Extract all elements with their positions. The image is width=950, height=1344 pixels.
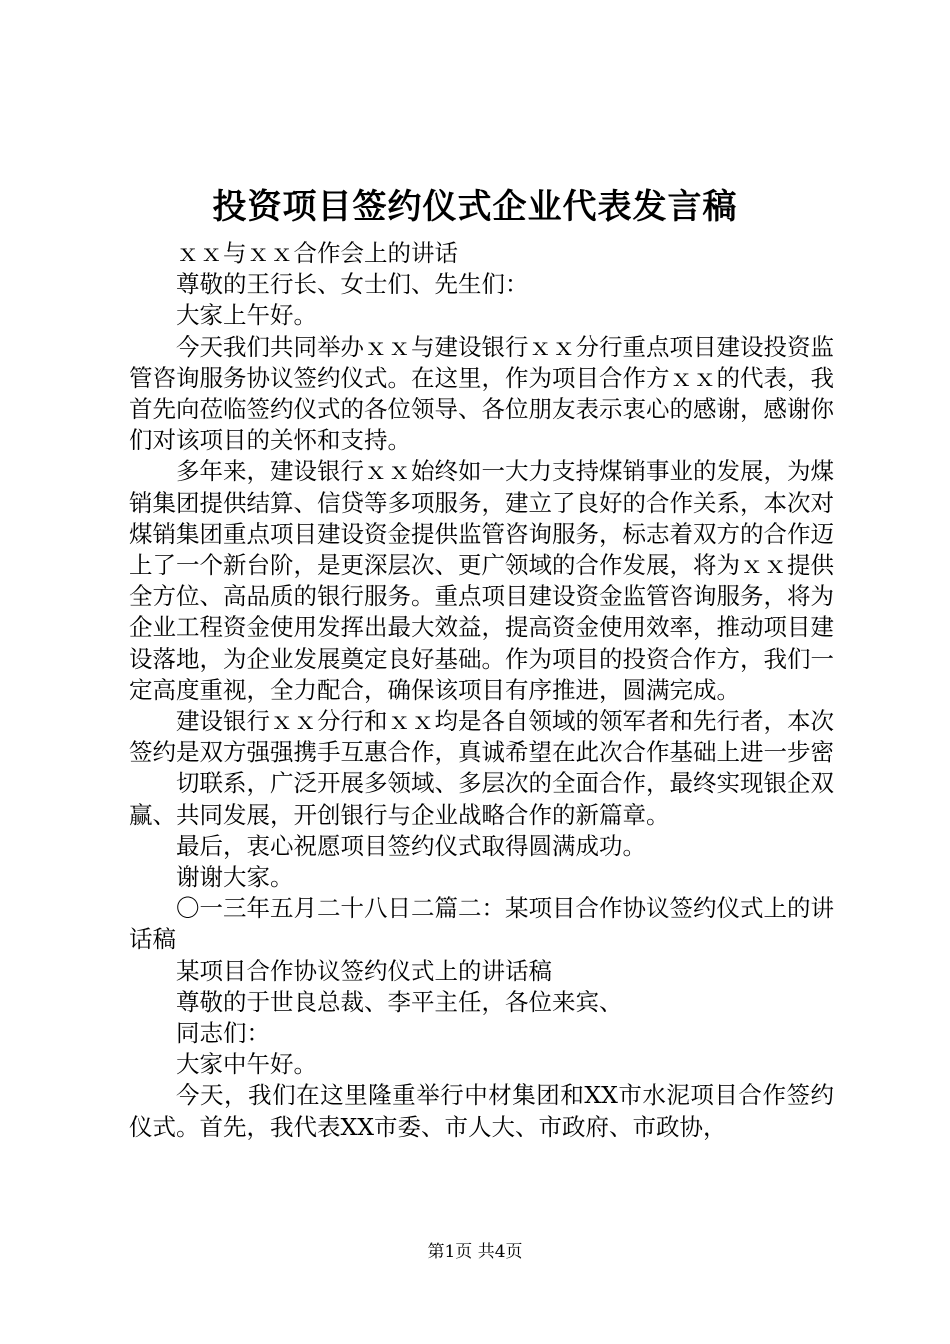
- paragraph: 大家中午好。: [176, 1050, 317, 1079]
- paragraph: 最后，衷心祝愿项目签约仪式取得圆满成功。: [176, 831, 646, 860]
- document-body: [129, 238, 834, 1143]
- paragraph: 今天，我们在这里隆重举行中材集团和XX市水泥项目合作签约仪式。首先，我代表XX市委、市人大、市政府、市政协，: [129, 1081, 834, 1141]
- paragraph: 同志们：: [176, 1019, 270, 1048]
- paragraph: 尊敬的王行长、女士们、先生们：: [176, 270, 529, 299]
- paragraph: 大家上午好。: [176, 301, 317, 330]
- page-footer: 第1页 共4页: [427, 1242, 523, 1262]
- paragraph: 谢谢大家。: [176, 863, 294, 892]
- paragraph: 切联系，广泛开展多领域、多层次的全面合作，最终实现银企双赢、共同发展，开创银行与企业战略合作的新篇章。: [129, 769, 834, 829]
- paragraph: 〇一三年五月二十八日二篇二：某项目合作协议签约仪式上的讲话稿: [129, 894, 834, 954]
- paragraph: ｘｘ与ｘｘ合作会上的讲话: [176, 239, 458, 267]
- paragraph: 建设银行ｘｘ分行和ｘｘ均是各自领域的领军者和先行者，本次签约是双方强强携手互惠合作，真诚希望在此次合作基础上进一步密: [129, 707, 834, 767]
- paragraph: 某项目合作协议签约仪式上的讲话稿: [176, 956, 552, 985]
- paragraph: 今天我们共同举办ｘｘ与建设银行ｘｘ分行重点项目建设投资监管咨询服务协议签约仪式。在这里，作为项目合作方ｘｘ的代表，我首先向莅临签约仪式的各位领导、各位朋友表示衷心的感谢，感谢你们对该项目的关怀和支持。: [129, 332, 834, 455]
- document-title: 投资项目签约仪式企业代表发言稿: [212, 187, 738, 227]
- paragraph: 尊敬的于世良总裁、李平主任，各位来宾、: [176, 987, 623, 1016]
- paragraph: 多年来，建设银行ｘｘ始终如一大力支持煤销事业的发展，为煤销集团提供结算、信贷等多项服务，建立了良好的合作关系，本次对煤销集团重点项目建设资金提供监管咨询服务，标志着双方的合作迈上了一个新台阶，是更深层次、更广领域的合作发展，将为ｘｘ提供全方位、高品质的银行服务。重点项目建设资金监管咨询服务，将为企业工程资金使用发挥出最大效益，提高资金使用效率，推动项目建设落地，为企业发展奠定良好基础。作为项目的投资合作方，我们一定高度重视，全力配合，确保该项目有序推进，圆满完成。: [129, 457, 834, 704]
